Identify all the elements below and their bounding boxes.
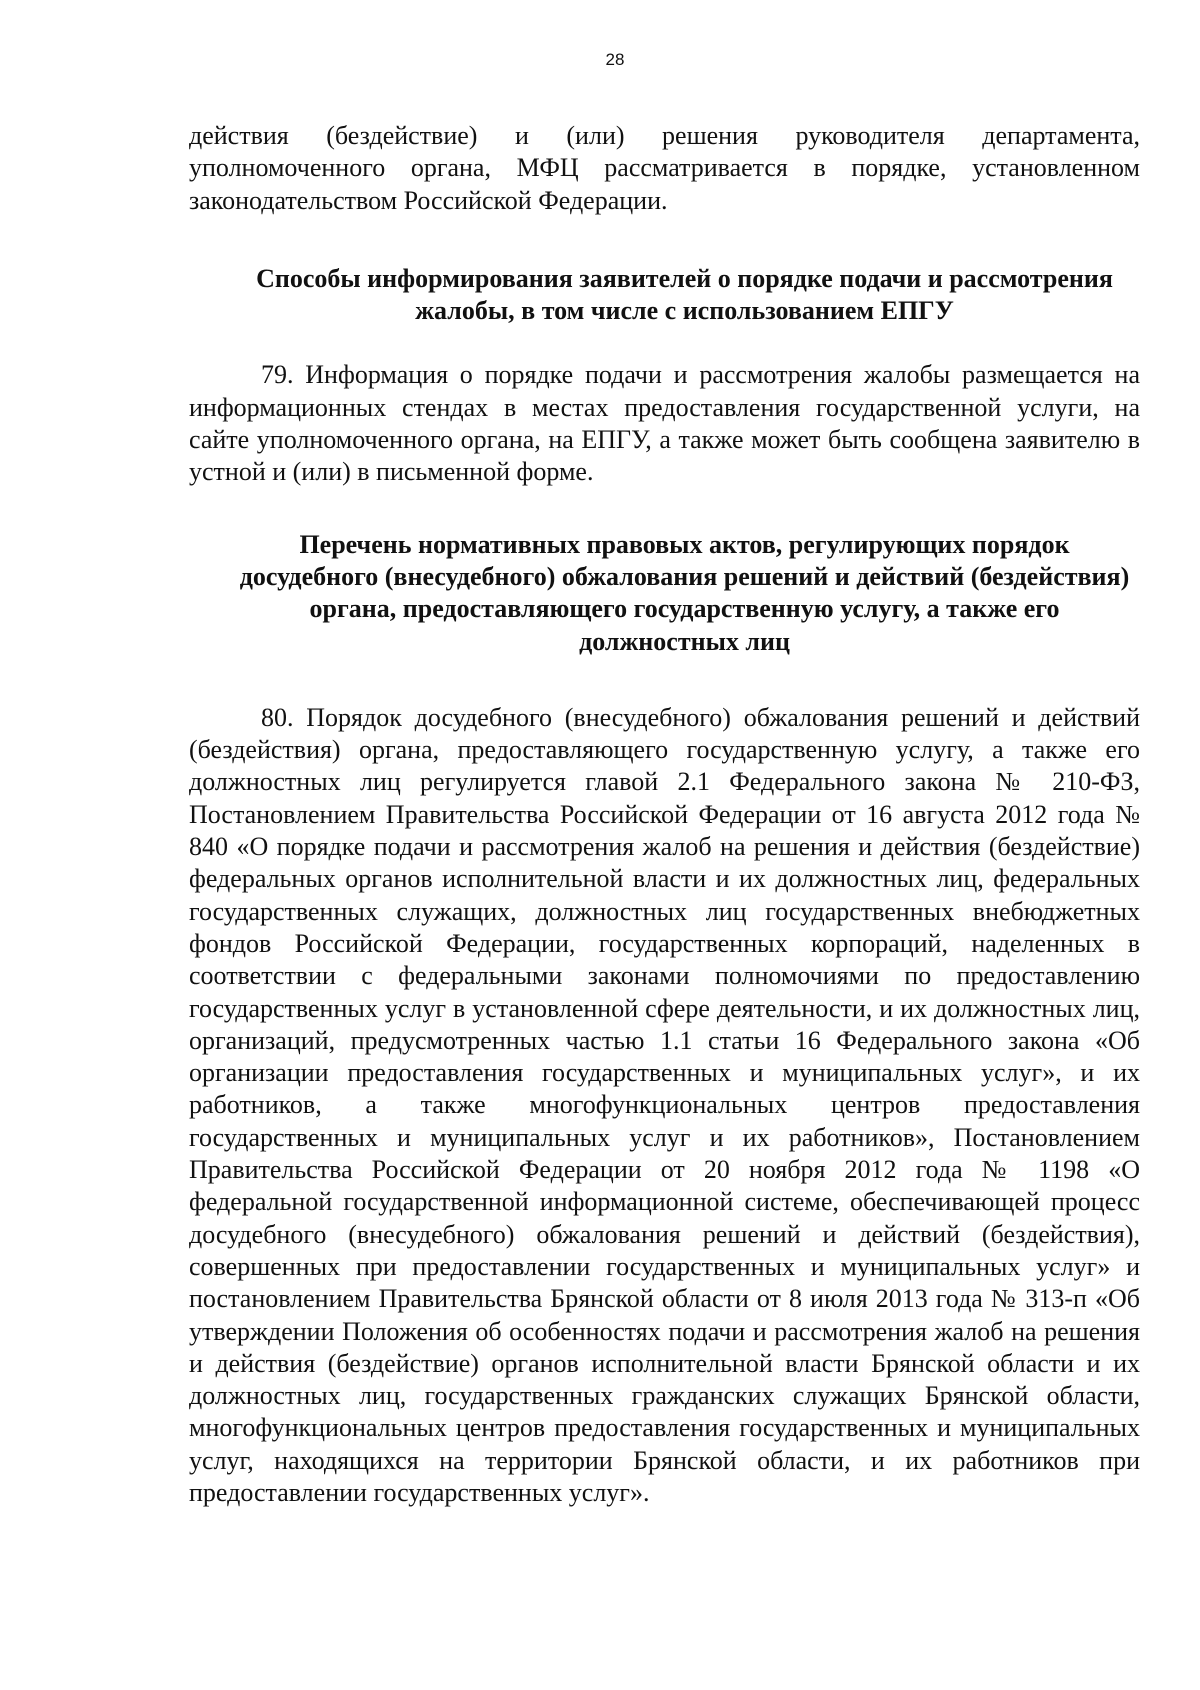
paragraph-79: 79. Информация о порядке подачи и рассмотрения жалобы размещается на информационных стендах в местах предоставления государственной услуги, на сайте уполномоченного органа, на ЕПГУ, а также может быть сообщена заявителю в устной и (или) в письменной форме. xyxy=(189,360,1140,487)
paragraph-continuation: действия (бездействие) и (или) решения руководителя департамента, уполномоченного органа, МФЦ рассматривается в порядке, установленном законодательством Российской Федерации. xyxy=(189,121,1140,215)
paragraph-80: 80. Порядок досудебного (внесудебного) обжалования решений и действий (бездействия) органа, предоставляющего государственную услугу, а также его должностных лиц регулируется главой 2.1 Федерального закона № 210-ФЗ, Постановлением Правительства Российской Федерации от 16 августа 2012 года № 840 «О порядке подачи и рассмотрения жалоб на решения и действия (бездействие) федеральных органов исполнительной власти и их должностных лиц, федеральных государственных служащих, должностных лиц государственных внебюджетных фондов Российской Федерации, государственных корпораций, наделенных в соответствии с федеральными законами полномочиями по предоставлению государственных услуг в установленной сфере деятельности, и их должностных лиц, организаций, предусмотренных частью 1.1 статьи 16 Федерального закона «Об организации предоставления государственных и муниципальных услуг», и их работников, а также многофункциональных центров предоставления государственных и муниципальных услуг и их работников», Постановлением Правительства Российской Федерации от 20 ноября 2012 года № 1198 «О федеральной государственной информационной системе, обеспечивающей процесс досудебного (внесудебного) обжалования решений и действий (бездействия), совершенных при предоставлении государственных и муниципальных услуг» и постановлением Правительства Брянской области от 8 июля 2013 года № 313-п «Об утверждении Положения об особенностях подачи и рассмотрения жалоб на решения и действия (бездействие) органов исполнительной власти Брянской области и их должностных лиц, государственных гражданских служащих Брянской области, многофункциональных центров предоставления государственных и муниципальных услуг, находящихся на территории Брянской области, и их работников при предоставлении государственных услуг». xyxy=(189,702,1140,1507)
page-number: 28 xyxy=(605,50,625,69)
section-heading-legal-acts: Перечень нормативных правовых актов, регулирующих порядок досудебного (внесудебного) обжалования решений и действий (бездействия) органа, предоставляющего государственную услугу, а также его должностных лиц xyxy=(239,529,1130,656)
section-heading-complaint-info: Способы информирования заявителей о порядке подачи и рассмотрения жалобы, в том числе с использованием ЕПГУ xyxy=(256,263,1113,326)
document-body xyxy=(189,120,1140,1509)
